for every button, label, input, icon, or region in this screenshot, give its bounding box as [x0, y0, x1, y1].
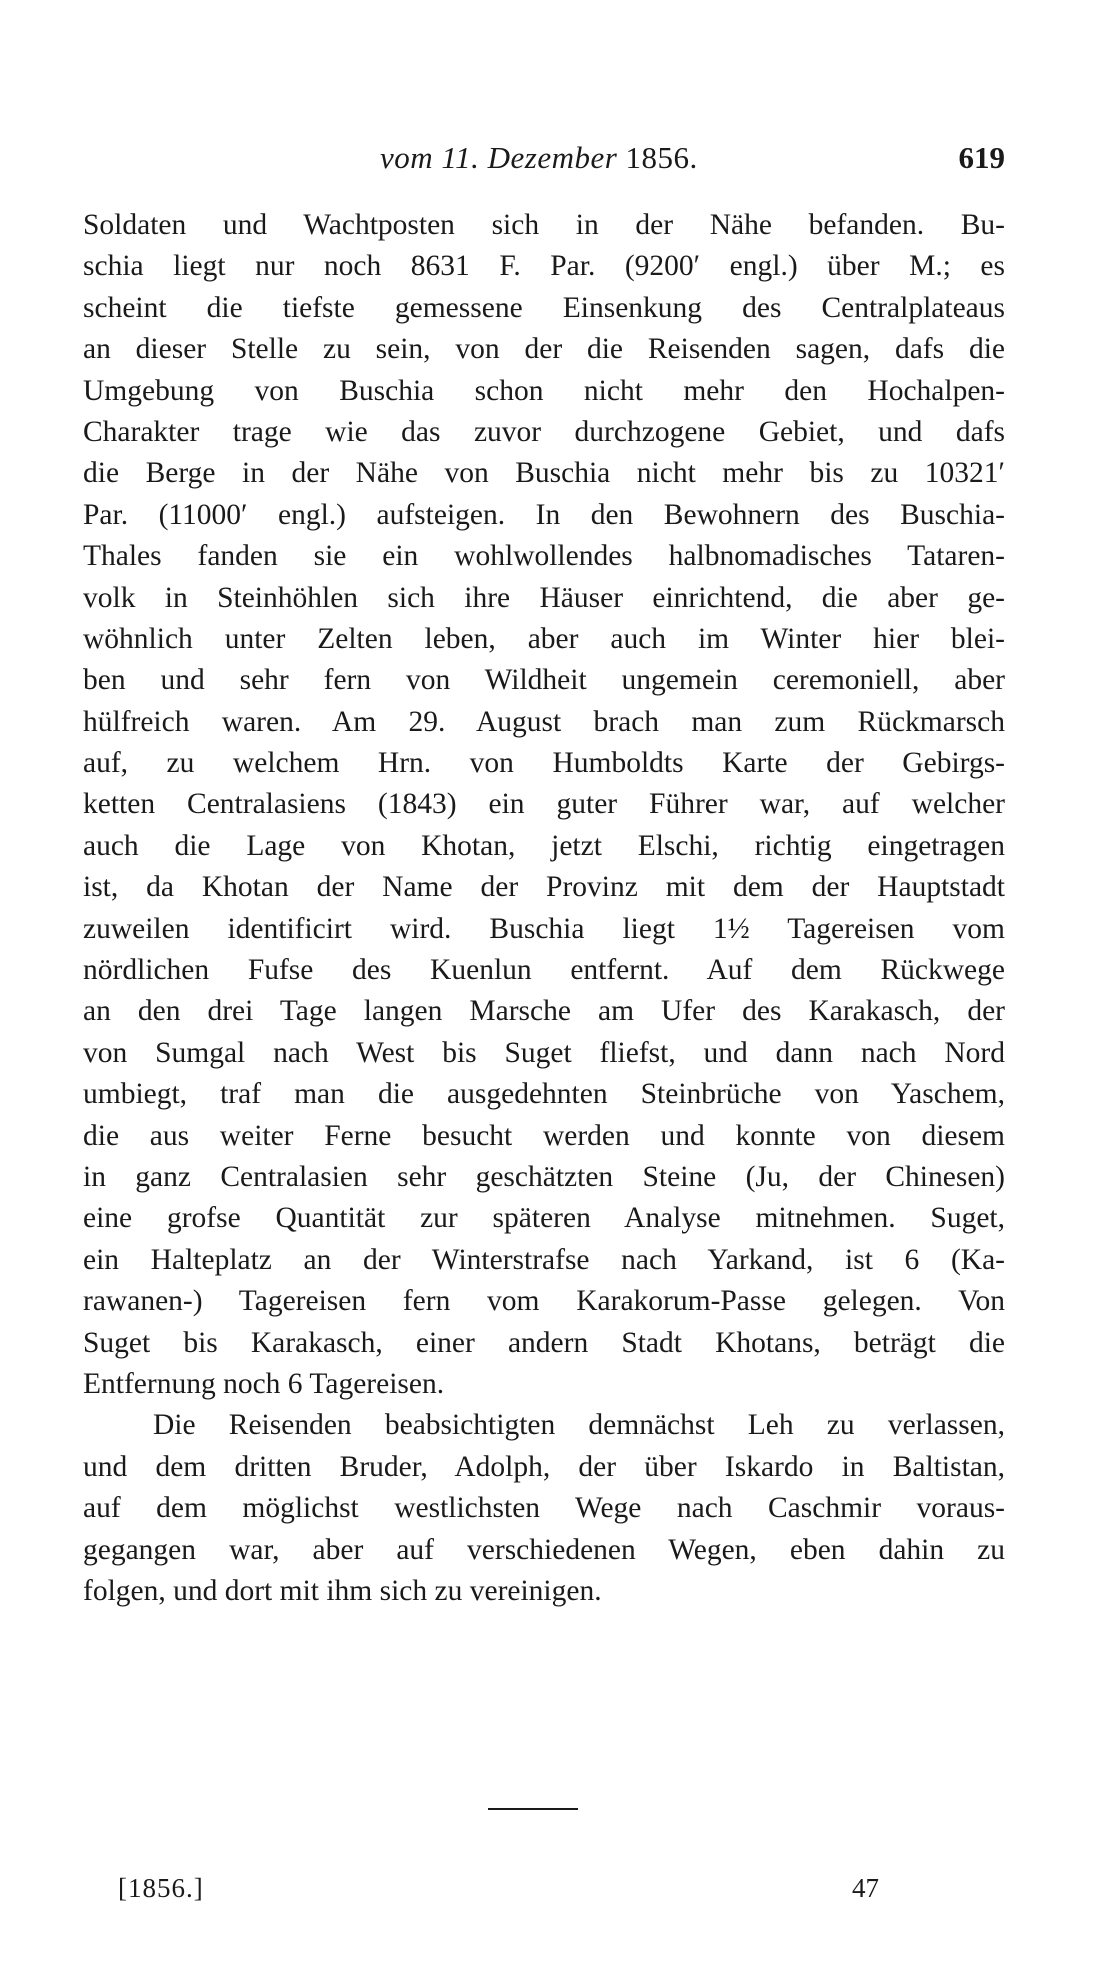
text-line: ist, da Khotan der Name der Provinz mit dem der Hauptstadt — [83, 871, 1005, 904]
text-line: scheint die tiefste gemessene Einsenkung des Centralplateaus — [83, 291, 1005, 324]
footer-year-mark: [1856.] — [118, 1873, 204, 1903]
running-head — [380, 140, 698, 176]
text-line: auf dem möglichst westlichsten Wege nach Caschmir voraus- — [83, 1492, 1005, 1525]
text-line: schia liegt nur noch 8631 F. Par. (9200′ engl.) über M.; es — [83, 250, 1005, 283]
text-line: nördlichen Fufse des Kuenlun entfernt. Auf dem Rückwege — [83, 954, 1005, 987]
text-line: an den drei Tage langen Marsche am Ufer des Karakasch, der — [83, 995, 1005, 1028]
body-text — [83, 205, 1005, 1612]
text-line: Suget bis Karakasch, einer andern Stadt Khotans, beträgt die — [83, 1326, 1005, 1359]
page-number: 619 — [958, 140, 1005, 175]
text-line: auf, zu welchem Hrn. von Humboldts Karte der Gebirgs- — [83, 747, 1005, 780]
text-line: ein Halteplatz an der Winterstrafse nach Yarkand, ist 6 (Ka- — [83, 1243, 1005, 1276]
text-line: volk in Steinhöhlen sich ihre Häuser einrichtend, die aber ge- — [83, 581, 1005, 614]
text-line: in ganz Centralasien sehr geschätzten Steine (Ju, der Chinesen) — [83, 1160, 1005, 1193]
text-line: Charakter trage wie das zuvor durchzogene Gebiet, und dafs — [83, 415, 1005, 448]
text-line: die Berge in der Nähe von Buschia nicht mehr bis zu 10321′ — [83, 457, 1005, 490]
text-line: Umgebung von Buschia schon nicht mehr den Hochalpen- — [83, 374, 1005, 407]
paragraph-start-line: Die Reisenden beabsichtigten demnächst Leh zu verlassen, — [153, 1409, 1005, 1442]
text-line: ben und sehr fern von Wildheit ungemein ceremoniell, aber — [83, 664, 1005, 697]
text-line: eine grofse Quantität zur späteren Analyse mitnehmen. Suget, — [83, 1202, 1005, 1235]
section-divider — [488, 1808, 578, 1810]
text-line: umbiegt, traf man die ausgedehnten Steinbrüche von Yaschem, — [83, 1078, 1005, 1111]
text-line: an dieser Stelle zu sein, von der die Reisenden sagen, dafs die — [83, 333, 1005, 366]
paragraph-end-line: folgen, und dort mit ihm sich zu vereinigen. — [83, 1574, 602, 1607]
text-line: auch die Lage von Khotan, jetzt Elschi, richtig eingetragen — [83, 829, 1005, 862]
running-head-year: 1856. — [617, 140, 698, 175]
paragraph-end-line: Entfernung noch 6 Tagereisen. — [83, 1367, 445, 1400]
text-line: und dem dritten Bruder, Adolph, der über Iskardo in Baltistan, — [83, 1450, 1005, 1483]
text-line: hülfreich waren. Am 29. August brach man zum Rückmarsch — [83, 705, 1005, 738]
text-line: ketten Centralasiens (1843) ein guter Führer war, auf welcher — [83, 788, 1005, 821]
text-line: wöhnlich unter Zelten leben, aber auch im Winter hier blei- — [83, 622, 1005, 655]
text-line: von Sumgal nach West bis Suget fliefst, und dann nach Nord — [83, 1036, 1005, 1069]
signature-mark: 47 — [852, 1873, 879, 1903]
page-header — [0, 140, 1100, 180]
running-head-month: Dezember — [487, 140, 618, 175]
text-line: gegangen war, aber auf verschiedenen Wegen, eben dahin zu — [83, 1533, 1005, 1566]
text-line: Thales fanden sie ein wohlwollendes halbnomadisches Tataren- — [83, 540, 1005, 573]
running-head-prefix: vom 11. — [380, 140, 488, 175]
text-line: Soldaten und Wachtposten sich in der Nähe befanden. Bu- — [83, 209, 1005, 241]
text-line: rawanen-) Tagereisen fern vom Karakorum-Passe gelegen. Von — [83, 1285, 1005, 1318]
text-line: Par. (11000′ engl.) aufsteigen. In den Bewohnern des Buschia- — [83, 498, 1005, 531]
text-line: die aus weiter Ferne besucht werden und konnte von diesem — [83, 1119, 1005, 1152]
text-line: zuweilen identificirt wird. Buschia liegt 1½ Tagereisen vom — [83, 912, 1005, 945]
